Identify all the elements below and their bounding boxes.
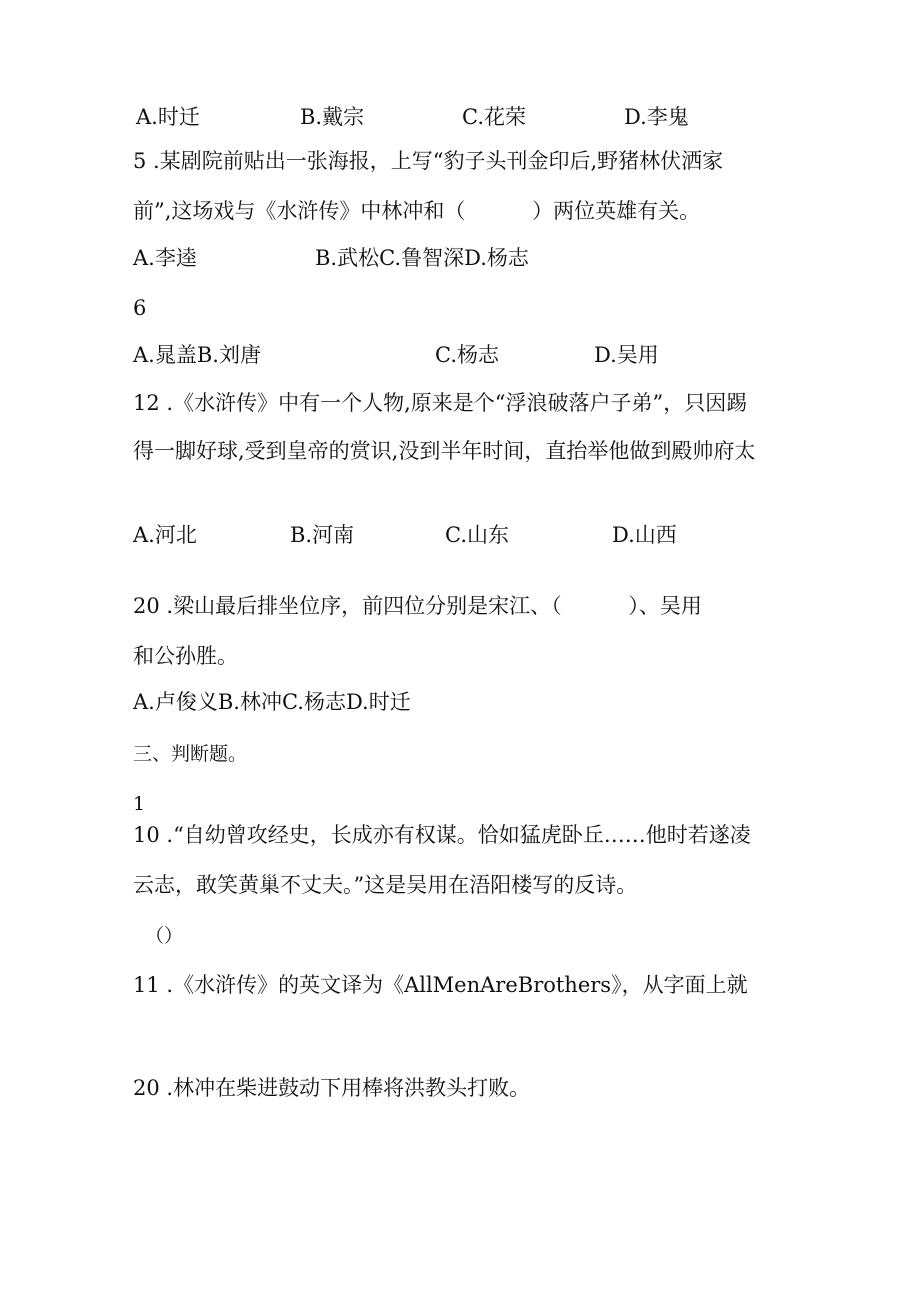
section-heading: 三、判断题。 — [133, 743, 248, 765]
q20-line-1: 20 .梁山最后排坐位序，前四位分别是宋江、（ ）、吴用 — [133, 594, 702, 618]
q4-option-d: D.李鬼 — [624, 105, 689, 129]
q5-options-bcd: B.武松C.鲁智深D.杨志 — [315, 246, 529, 270]
j10-line-2: 云志，敢笑黄巢不丈夫。”这是吴用在浯阳楼写的反诗。 — [133, 873, 638, 897]
q12-line-2: 得一脚好球,受到皇帝的赏识,没到半年时间，直抬举他做到殿帅府太 — [133, 439, 756, 463]
j10-line-1: 10 .“自幼曾攻经史，长成亦有权谋。恰如猛虎卧丘……他时若遂凌 — [133, 823, 751, 847]
q20-line-2: 和公孙胜。 — [133, 644, 238, 668]
q6-options-ab: A.晁盖B.刘唐 — [133, 343, 261, 367]
q5-line-2: 前”,这场戏与《水浒传》中林冲和（ ）两位英雄有关。 — [133, 199, 701, 223]
q4-option-c: C.花荣 — [462, 105, 526, 129]
q4-option-a: A.时迁 — [136, 105, 200, 129]
q4-option-b: B.戴宗 — [300, 105, 365, 129]
section-number: 1 — [133, 793, 146, 815]
q5-line-1: 5 .某剧院前贴出一张海报，上写“豹子头刊金印后,野猪林伏洒家 — [133, 149, 724, 173]
j11-line-1: 11 .《水浒传》的英文译为《AllMenAreBrothers》，从字面上就 — [133, 973, 748, 997]
q6-option-c: C.杨志 — [435, 343, 499, 367]
q6-option-d: D.吴用 — [594, 343, 659, 367]
q5-option-a: A.李逵 — [133, 246, 197, 270]
q12-option-a: A.河北 — [133, 523, 197, 547]
q20-options: A.卢俊义B.林冲C.杨志D.时迁 — [133, 690, 411, 714]
j20-line-1: 20 .林冲在柴进鼓动下用棒将洪教头打败。 — [133, 1076, 531, 1100]
q12-option-b: B.河南 — [290, 523, 355, 547]
j10-answer-paren: （） — [145, 925, 184, 947]
q12-line-1: 12 .《水浒传》中有一个人物,原来是个“浮浪破落户子弟”，只因踢 — [133, 391, 748, 415]
q12-option-c: C.山东 — [445, 523, 509, 547]
q12-option-d: D.山西 — [612, 523, 677, 547]
q6-number: 6 — [133, 296, 147, 320]
